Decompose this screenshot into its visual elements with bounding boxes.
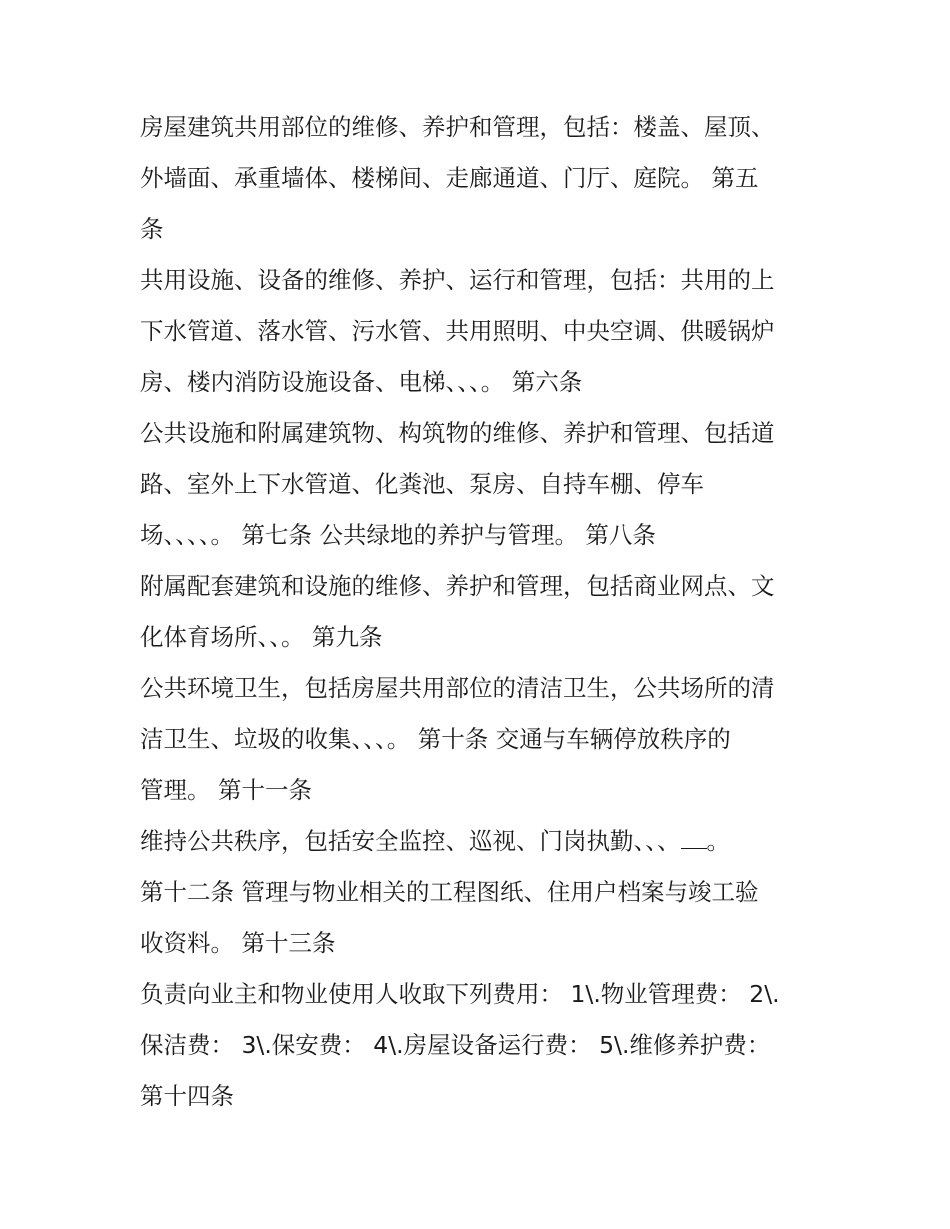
text-line: 洁卫生、垃圾的收集、、、。 第十条 交通与车辆停放秩序的 <box>140 725 731 753</box>
text-line: 化体育场所、、。 第九条 <box>140 623 383 651</box>
text-line: 条 <box>140 215 164 243</box>
text-line-with-blank <box>140 816 830 867</box>
text-line: 房、楼内消防设施设备、电梯、、、。 第六条 <box>140 368 583 396</box>
text-line: 房屋建筑共用部位的维修、养护和管理，包括：楼盖、屋顶、 <box>140 113 775 141</box>
text-line: 公共设施和附属建筑物、构筑物的维修、养护和管理、包括道 <box>140 419 775 447</box>
text-line: 公共环境卫生，包括房屋共用部位的清洁卫生，公共场所的清 <box>140 674 775 702</box>
text-line: 场、、、、。 第七条 公共绿地的养护与管理。 第八条 <box>140 521 656 549</box>
text-line-prefix: 维持公共秩序，包括安全监控、巡视、门岗执勤、、、 <box>140 827 681 855</box>
document-body <box>140 102 830 1122</box>
text-line: 路、室外上下水管道、化粪池、泵房、自持车棚、停车 <box>140 470 704 498</box>
text-line: 收资料。 第十三条 <box>140 929 336 957</box>
text-line: 负责向业主和物业使用人收取下列费用： 1\.物业管理费： 2\. <box>140 980 780 1008</box>
text-line: 第十二条 管理与物业相关的工程图纸、住用户档案与竣工验 <box>140 878 759 906</box>
text-line: 下水管道、落水管、污水管、共用照明、中央空调、供暖锅炉 <box>140 317 775 345</box>
text-line: 保洁费： 3\.保安费： 4\.房屋设备运行费： 5\.维修养护费： <box>140 1031 771 1059</box>
text-line-suffix: 。 <box>706 827 730 855</box>
text-line: 共用设施、设备的维修、养护、运行和管理，包括：共用的上 <box>140 266 775 294</box>
text-line: 管理。 第十一条 <box>140 776 312 804</box>
text-line: 第十四条 <box>140 1082 234 1110</box>
fill-in-blank <box>681 828 707 849</box>
text-line: 附属配套建筑和设施的维修、养护和管理，包括商业网点、文 <box>140 572 775 600</box>
text-line: 外墙面、承重墙体、楼梯间、走廊通道、门厅、庭院。 第五 <box>140 164 759 192</box>
